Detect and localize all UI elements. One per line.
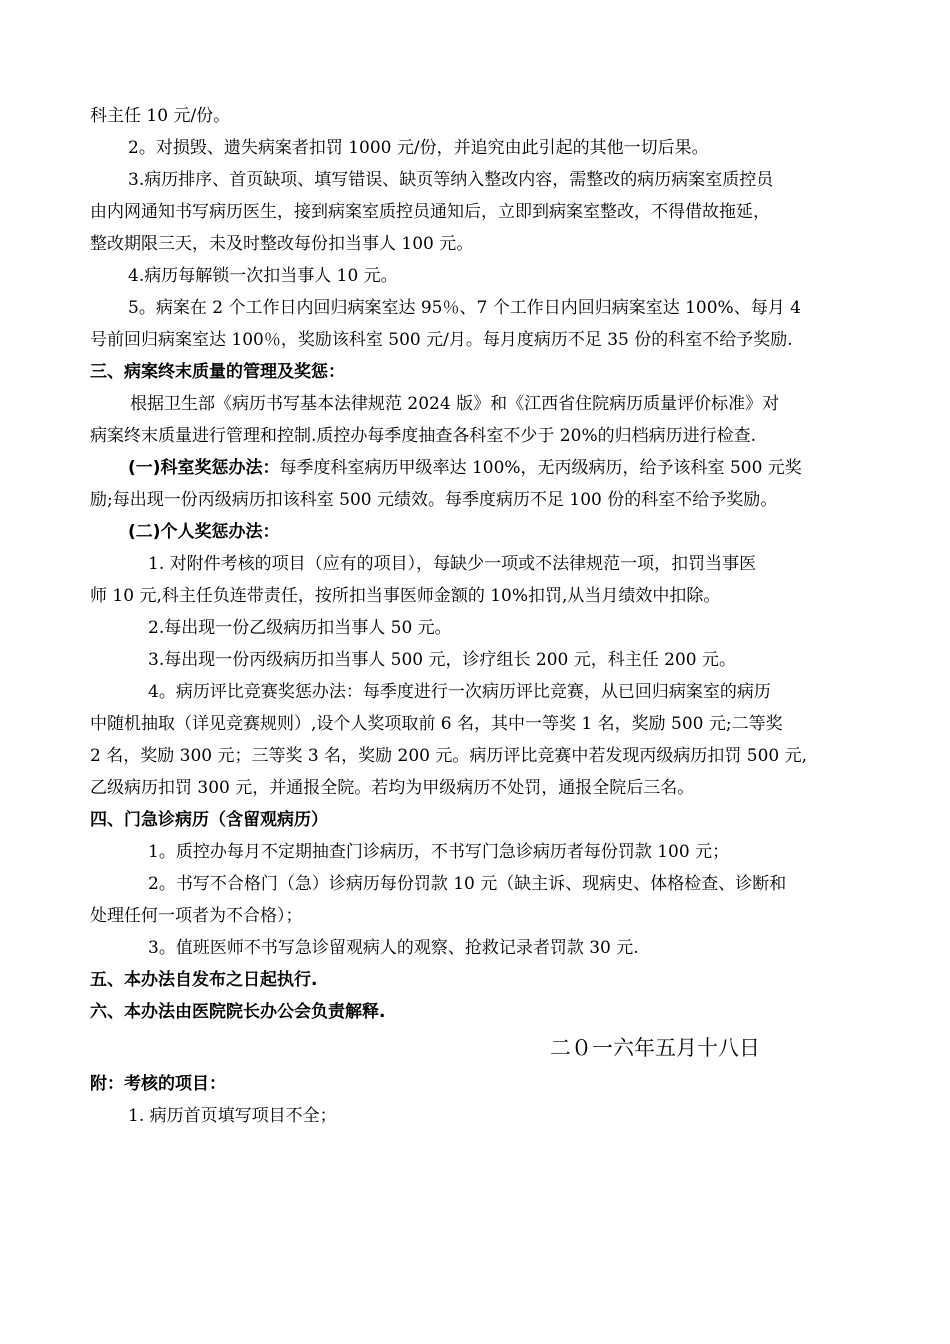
dept-rewards-label: (一)科室奖惩办法： [128,458,280,478]
individual-item-2: 2.每出现一份乙级病历扣当事人 50 元。 [148,618,452,638]
dept-rewards-line-1 [90,452,870,484]
dept-rewards-line-2: 励;每出现一份丙级病历扣该科室 500 元绩效。每季度病历不足 100 份的科室不给予奖励。 [90,490,778,510]
document-date: 二０一六年五月十八日 [550,1036,760,1060]
paragraph-item-4: 4.病历每解锁一次扣当事人 10 元。 [128,266,398,286]
individual-item-4-line-4: 乙级病历扣罚 300 元，并通报全院。若均为甲级病历不处罚，通报全院后三名。 [90,778,695,798]
individual-rewards-label: (二)个人奖惩办法： [128,522,280,542]
individual-item-3: 3.每出现一份丙级病历扣当事人 500 元，诊疗组长 200 元，科主任 200 元。 [148,650,736,670]
individual-item-4-line-2: 中随机抽取（详见竞赛规则）,设个人奖项取前 6 名，其中一等奖 1 名，奖励 500 元;二等奖 [90,714,783,734]
dept-rewards-text: 每季度科室病历甲级率达 100%，无丙级病历，给予该科室 500 元奖 [279,458,802,478]
paragraph-continuation: 科主任 10 元/份。 [90,106,231,126]
outpatient-item-3: 3。值班医师不书写急诊留观病人的观察、抢救记录者罚款 30 元. [148,938,639,958]
section-4-heading: 四、门急诊病历（含留观病历） [90,810,328,830]
outpatient-item-2-line-1: 2。书写不合格门（急）诊病历每份罚款 10 元（缺主诉、现病史、体格检查、诊断和 [148,874,787,894]
paragraph-item-3-line-3: 整改期限三天，未及时整改每份扣当事人 100 元。 [90,234,474,254]
document-page [90,100,870,1132]
paragraph-item-3-line-2: 由内网通知书写病历医生，接到病案室质控员通知后，立即到病案室整改，不得借故拖延， [90,202,770,222]
individual-item-1-line-2: 师 10 元,科主任负连带责任，按所扣当事医师金额的 10%扣罚,从当月绩效中扣除。 [90,586,721,606]
paragraph-item-3-line-1: 3.病历排序、首页缺项、填写错误、缺页等纳入整改内容，需整改的病历病案室质控员 [128,170,774,190]
section-3-heading: 三、病案终末质量的管理及奖惩： [90,362,345,382]
paragraph-item-5-line-2: 号前回归病案室达 100％，奖励该科室 500 元/月。每月度病历不足 35 份的科室不给予奖励. [90,330,793,350]
paragraph-item-5-line-1: 5。病案在 2 个工作日内回归病案室达 95％、7 个工作日内回归病案室达 100%、每月 4 [128,298,801,318]
outpatient-item-1: 1。质控办每月不定期抽查门诊病历，不书写门急诊病历者每份罚款 100 元； [148,842,730,862]
individual-item-1-line-1: 1. 对附件考核的项目（应有的项目），每缺少一项或不法律规范一项，扣罚当事医 [148,554,757,574]
section-3-intro-line-1: 根据卫生部《病历书写基本法律规范 2024 版》和《江西省住院病历质量评价标准》对 [130,394,780,414]
section-6-heading: 六、本办法由医院院长办公会负责解释. [90,1002,386,1022]
section-5-heading: 五、本办法自发布之日起执行. [90,970,318,990]
appendix-item-1: 1. 病历首页填写项目不全； [128,1106,337,1126]
appendix-heading: 附：考核的项目： [90,1074,226,1094]
individual-item-4-line-1: 4。病历评比竞赛奖惩办法：每季度进行一次病历评比竞赛，从已回归病案室的病历 [148,682,771,702]
individual-item-4-line-3: 2 名，奖励 300 元；三等奖 3 名，奖励 200 元。病历评比竞赛中若发现丙级病历扣罚 500 元, [90,746,808,766]
outpatient-item-2-line-2: 处理任何一项者为不合格）； [90,906,303,926]
section-3-intro-line-2: 病案终末质量进行管理和控制.质控办每季度抽查各科室不少于 20%的归档病历进行检查. [90,426,756,446]
paragraph-item-2: 2。对损毁、遗失病案者扣罚 1000 元/份，并追究由此引起的其他一切后果。 [128,138,709,158]
